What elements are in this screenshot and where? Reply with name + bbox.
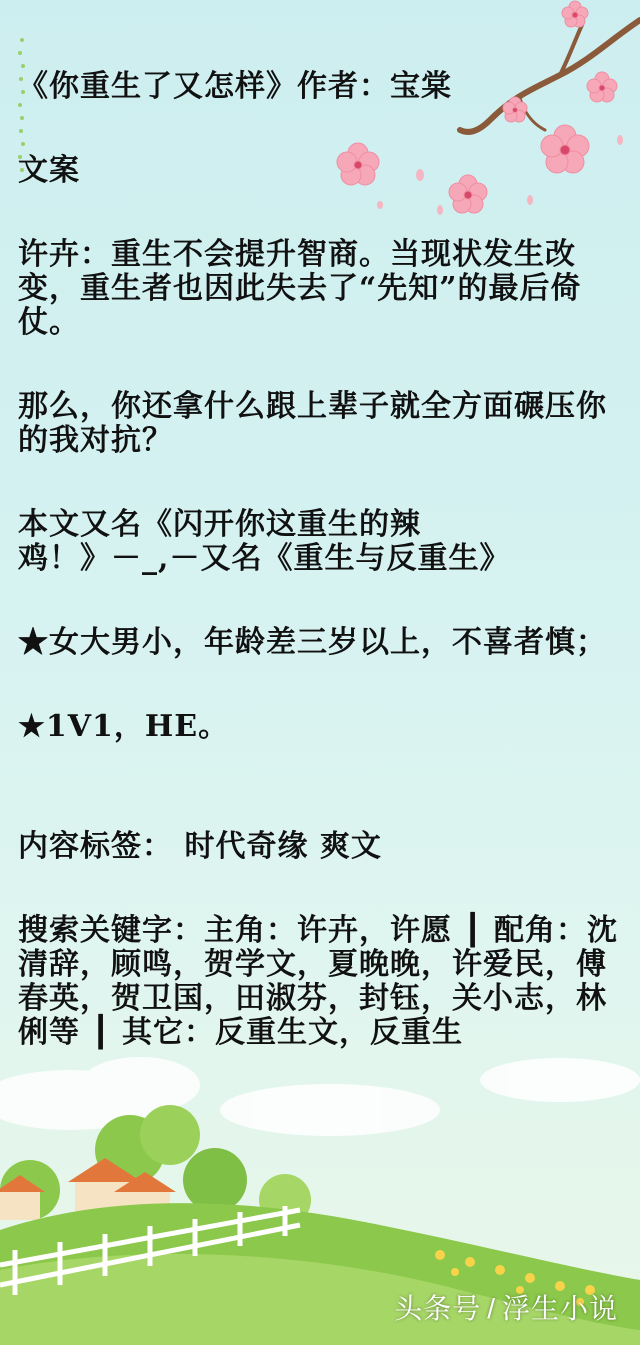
section-label: 文案 xyxy=(18,153,80,188)
book-title-line: 《你重生了又怎样》作者：宝棠 xyxy=(18,69,452,104)
watermark-separator: / xyxy=(487,1293,496,1324)
watermark xyxy=(394,1287,618,1327)
watermark-author: 浮生小说 xyxy=(501,1293,618,1324)
watermark-platform: 头条号 xyxy=(394,1293,482,1324)
clouds xyxy=(0,1057,640,1136)
content-tags: 内容标签： 时代奇缘 爽文 xyxy=(18,829,382,864)
alternate-title-paragraph: 本文又名《闪开你这重生的辣 鸡！》－_,－又名《重生与反重生》 xyxy=(18,507,511,576)
age-note: ★女大男小，年龄差三岁以上，不喜者慎； xyxy=(18,625,607,660)
search-keywords: 搜索关键字：主角：许卉，许愿 ┃ 配角：沈清辞，顾鸣，贺学文，夏晚晚，许爱民，傅春英，贺卫国，田淑芬，封钰，关小志，林俐等 ┃ 其它：反重生文，反重生 xyxy=(18,913,618,1050)
pairing-note: ★1V1，HE。 xyxy=(18,709,230,744)
intro-paragraph: 许卉：重生不会提升智商。当现状发生改变，重生者也因此失去了“先知”的最后倚仗。 xyxy=(18,237,582,340)
synopsis-text xyxy=(18,70,628,1050)
question-paragraph: 那么，你还拿什么跟上辈子就全方面碾压你的我对抗？ xyxy=(18,389,607,458)
